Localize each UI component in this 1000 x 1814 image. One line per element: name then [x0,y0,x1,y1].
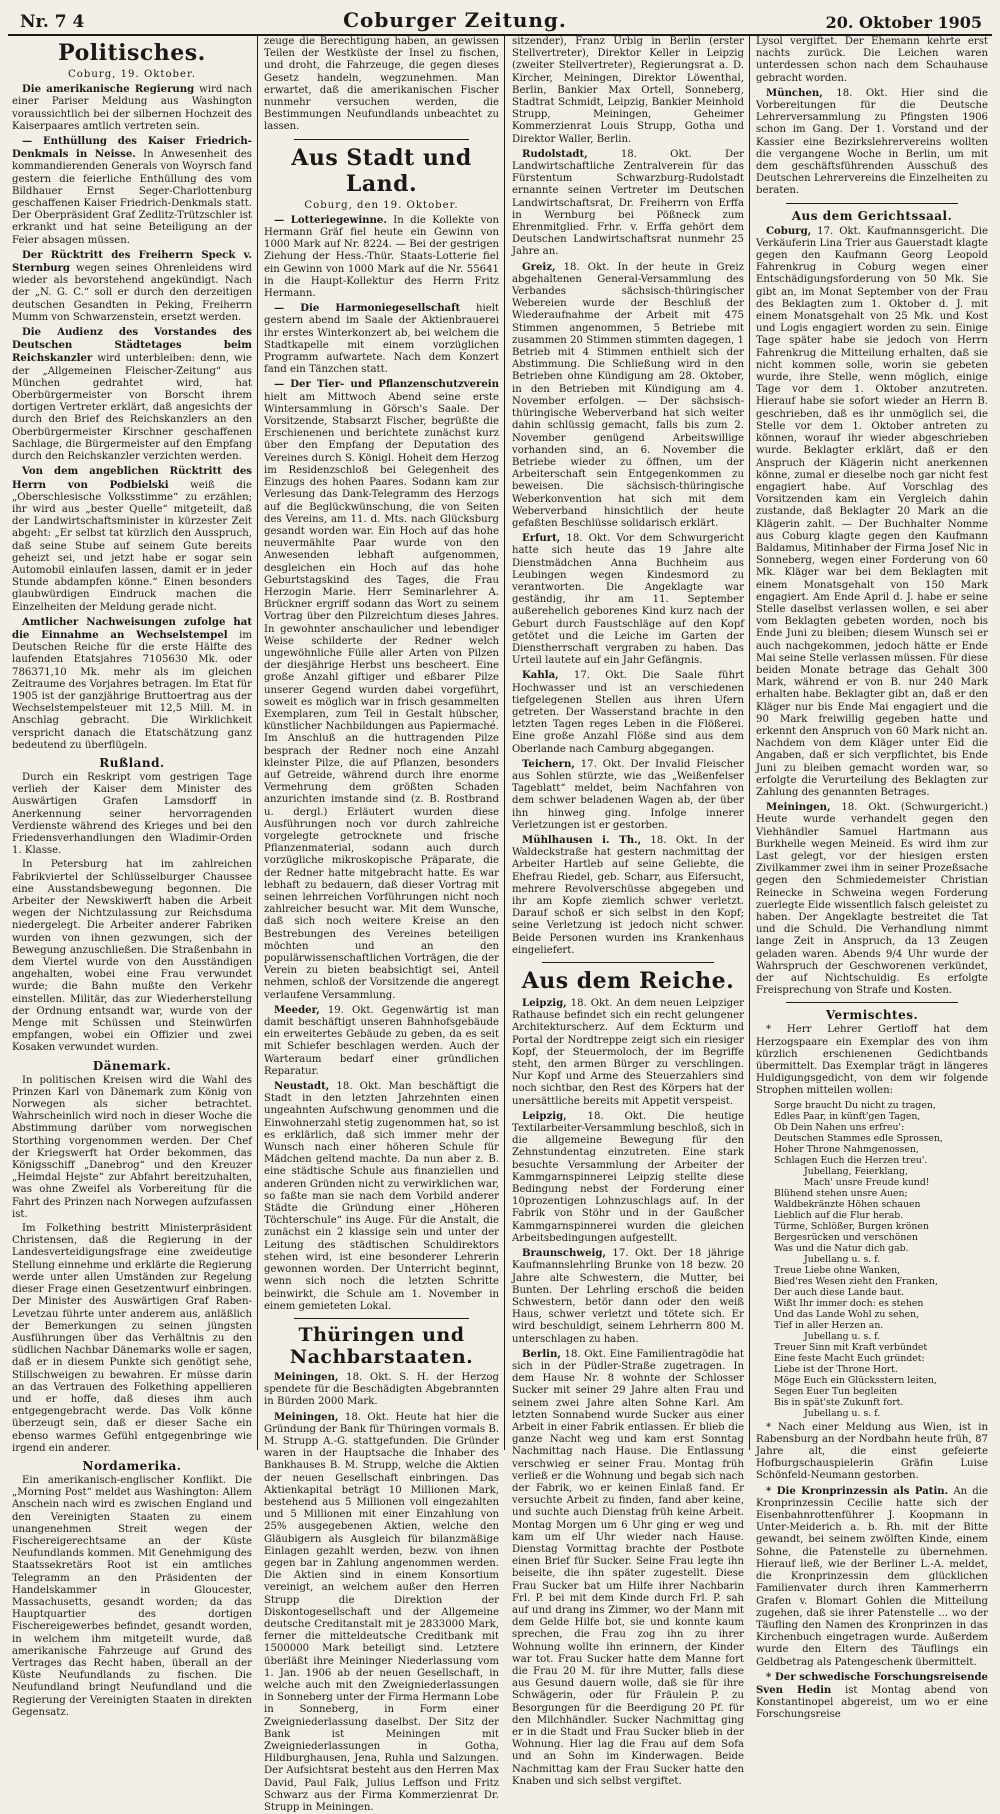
article-paragraph [264,1080,499,1313]
poem-line: Hoher Throne Nahmgenossen, [774,1143,919,1155]
continued-text: Lysol vergiftet. Der Ehemann kehrte erst nachts zurück. Die Leichen waren unterdessen schon nach dem Schauhause gebracht worden. [756,36,988,84]
poem-line: Mach' unsre Freude kund! [804,1176,930,1188]
column-3 [512,36,745,1787]
poem-line: Liebe ist der Throne Hort. [774,1363,898,1375]
article-paragraph [264,1371,499,1409]
article-text: * Herr Lehrer Gertloff hat dem Herzogspaare ein Exemplar des von ihm kürzlich erschienenen Gedichtbands übermittelt. Das Exemplar trägt in längeres Huldigungsgedicht, von dem wir folgende Strophen mitteilen wollen: [756,1024,988,1097]
article-lead: Meiningen, [274,1370,339,1383]
article-paragraph [12,616,252,752]
article-text: ist Montag abend von Konstantinopel abgereist, um wo er eine Forschungsreise [756,1684,988,1721]
article-text: 18. Okt. Der Landwirtschaftliche Zentralverein für das Fürstentum Schwarzburg-Rudolstadt ernannte seinen Vertreter im Deutschen Landwirtschaftsrat, Dr. Freiherrn von Erffa in Wernburg bei Pößneck zum Ehrenmitglied. Frhr. v. Erffa gehört dem Deutschen Landwirtschaftsrat nunmehr 25 Jahre an. [512,148,744,258]
article-lead: Greiz, [522,260,556,273]
poem-line: Türme, Schlößer, Burgen krönen [774,1220,929,1232]
article-lead: Neustadt, [274,1080,330,1093]
article-text: 17. Okt. Kaufmannsgericht. Die Verkäuferin Lina Trier aus Gauerstadt klagte gegen den Kaufmann Georg Leopold Fahrenkrug in Coburg wegen einer Entschädigungsforderung von 50 Mk. Sie gibt an, im Monat September von der Frau des Beklagten zum 1. Oktober d. J. mit einem Monatsgehalt von 25 Mk. und Kost und Logis engagiert worden zu sein. Einige Tage später habe sie jedoch von Herrn Fahrenkrug die Mitteilung erhalten, daß sie nicht kommen solle, worin sie gebeten wurde, ihre Stelle, wenn möglich, einige Tage vor dem 1. Oktober anzutreten. Hierauf habe sie sofort wieder an Herrn B. geschrieben, daß es ihr unmöglich sei, die Stelle vor dem 1. Oktober antreten zu können, worauf ihr wieder abgeschrieben wurde. Beklagter erklärt, daß er den Anspruch der Klägerin nicht anerkennen könne, zumal er dieselbe noch gar nicht fest engagiert habe. Auf Vorschlag des Vorsitzenden kam ein Vergleich dahin zustande, daß Beklagter 20 Mark an die Klägerin zahlt. — Der Buchhalter Nomme aus Coburg klagte gegen den Kaufmann Baldamus, Mitinhaber der Firma Josef Nic in Sonneberg, wegen einer Forderung von 60 Mk. Kläger war bei dem Beklagten mit einem Monatsgehalt von 150 Mark engagiert. Am Ende April d. J. habe er seine Stelle daselbst verlassen wollen, e sei aber vom Beklagten gebeten worden, noch bis Ende Juni zu bleiben; diesem Wunsch sei er auch nachgekommen, jedoch hätte er Ende Mai seine Stelle verlassen müssen. Für diese beiden Monate betrage das Gehalt 300 Mark, während er von B. nur 240 Mark erhalten habe. Beklagter gibt an, daß er den Kläger nur bis Ende Mai engagiert und die 90 Mark freiwillig gegeben hatte und erkennt den Anspruch von 60 Mark nicht an. Nachdem von dem Kläger unter Eid die Angaben, daß er sich verpflichtet, bis Ende Juni zu bleiben gemacht worden war, so erfolgte die Verurteilung des Beklagten zur Zahlung des genannten Betrages. [756,225,988,798]
article-text: 17. Okt. Der Invalid Fleischer aus Sohlen stürzte, wie das „Weißenfelser Tageblatt“ meldet, beim Nachfahren von dem schwer beladenen Wagen ab, der über ihn hinweg ging. Infolge innerer Verletzungen ist er gestorben. [512,758,744,831]
poem-line: Bis in spät'ste Zukunft fort. [774,1396,904,1408]
subheading-miscellaneous: Vermischtes. [825,1008,919,1023]
poem-line: Lieblich auf die Flur herab. [774,1209,904,1221]
article-paragraph [512,834,744,957]
article-paragraph [12,135,252,247]
article-text: hielt gestern abend im Saale der Aktienbrauerei ihr erstes Winterkonzert ab, bei welchem die Stadtkapelle mit einem vorzüglichen Programm aufwartete. Nach dem Konzert fand ein Tänzchen statt. [264,303,500,376]
article-paragraph [756,801,988,997]
article-list [756,1422,988,1722]
poem-line: Sorge braucht Du nicht zu tragen, [774,1099,936,1111]
poem-line: Segen Euer Tun begleiten [774,1385,898,1397]
subheading-court: Aus dem Gerichtssaal. [791,208,953,223]
article-paragraph [12,326,252,463]
article-text: 18. Okt. Hier sind die Vorbereitungen für die Deutsche Lehrerversammlung zu Pfingsten 1906 schon im Gang. Der 1. Vorstand und der Kassier eine Bezirkslehrervereins wollten die vergangene Woche in Berlin, um mit dem geschäftsführenden Ausschuß des Deutschen Lehrervereins die Einzelheiten zu beraten. [756,87,988,197]
newspaper-title: Coburger Zeitung. [343,8,567,32]
article-paragraph [12,1075,252,1221]
article-paragraph [12,1223,252,1455]
poem-line: Waldbekränzte Höhen schauen [774,1198,921,1210]
article-paragraph [12,772,252,857]
article-lead: Coburg, [766,224,812,237]
article-lead: Teichern, [522,757,575,770]
article-paragraph [12,1475,252,1719]
article-text: 18. Okt. Die heutige Textilarbeiter-Versammlung beschloß, sich in die allgemeine Bewegung für den Zehnstundentag einzutreten. Eine stark besuchte Versammlung der Arbeiter der Kammgarnspinnerei Leipzig stellte diese Bedingung nebst der Forderung einer 10prozentigen Lohnzuschlags auf. In der Fabrik von Stöhr und in der Gaußcher Kammgarnspinnerei wurden die gleichen Arbeitsbedingungen aufgestellt. [512,1110,745,1244]
article-lead: Die Audienz des Vorstandes des Deutschen Städtetages beim Reichskanzler [12,326,252,365]
article-lead: Von dem angeblichen Rücktritt des Herrn von Podbielski [12,465,252,491]
article-paragraph [512,758,744,832]
divider [294,139,469,140]
subheading-denmark: Dänemark. [92,1058,172,1073]
article-lead: Die amerikanische Regierung [22,83,195,96]
article-list [12,772,252,1055]
article-list [512,997,744,1788]
divider [294,1318,469,1319]
poem-line: Ob Dein Nahen uns erfreu': [774,1121,905,1133]
article-lead: Berlin, [522,1347,561,1360]
article-text: An die Kronprinzessin Cecilie hatte sich der Eisenbahnrottenführer J. Koopmann in Unter-Meiderich a. b. Rh. mit der Bitte gewandt, bei seinem zwölften Kinde, einem Sohne, die Patenstelle zu übernehmen. Hierauf ließ, wie der Berliner L.-A. meldet, die Kronprinzessin dem glücklichen Familienvater durch ihren Kammerherrn Grafen v. Blomart Gohlen die Mitteilung zugehen, daß sie ihrer Patenstelle ... wo der Täufling den Namen des Kronprinzen in das Kirchenbuch eingetragen wurde. Außerdem wurde den Eltern des Täuflings ein Geldbetrag als Patengeschenk übermittelt. [756,1485,988,1668]
poem-line: Schlagen Euch die Herzen treu'. [774,1154,928,1166]
article-text: In Petersburg hat im zahlreichen Fabrikviertel der Schlüsselburger Chaussee eine Ausstandsbewegung begonnen. Die Arbeiter der Newskiwerft haben die Arbeit wegen der Nichtzulassung zur Reichsduma niedergelegt. Die Arbeiter anderer Fabriken wurden von ihnen gezwungen, sich der Bewegung anzuschließen. Die Straßenbahn in dem Viertel wurde von den Ausständigen angehalten, wobei eine Frau verwundet wurde; die Bahn mußte den Verkehr einstellen. Militär, das zur Wiederherstellung der Ordnung entsandt war, wurde von der Menge mit Schüssen und Steinwürfen empfangen, wobei ein Offizier und zwei Kosaken verwundet wurden. [12,859,252,1054]
article-text: 18. Okt. Vor dem Schwurgericht hatte sich heute das 19 Jahre alte Dienstmädchen Anna Buchheim aus Leubingen wegen Kindesmord zu verantworten. Die Angeklagte war geständig, ihr am 11. September außerehelich geborenes Kind kurz nach der Geburt durch Faustschläge auf den Kopf getötet und die Leiche im Garten der Dienstherrschaft vergraben zu haben. Das Urteil lautete auf ein Jahr Gefängnis. [512,533,744,667]
article-list [756,87,988,198]
article-text: 17. Okt. Die Saale führt Hochwasser und ist an verschiedenen tiefgelegenen Stellen aus ihren Ufern getreten. Der Wasserstand brachte in den letzten Tagen reges Leben in die Flößerei. Eine große Anzahl Flöße sind aus dem Oberlande nach Camburg abgegangen. [512,670,744,755]
poem-line: Möge Euch ein Glücksstern leiten, [774,1374,937,1386]
poem-line: Wißt Ihr immer doch: es stehen [774,1297,924,1309]
column-1 [12,36,252,1718]
article-lead: Rudolstadt, [522,147,588,160]
poem-line: Edles Paar, in künft'gen Tagen, [774,1110,921,1122]
article-lead: * Der schwedische Forschungsreisende Sven Hedin [756,1670,988,1696]
article-paragraph [512,532,744,667]
column-4 [756,36,988,1721]
article-text: 18. Okt. In der Waldeckstraße hat gestern nachmittag der Arbeiter Hartleb auf seine Geliebte, die Ehefrau Riedel, geb. Scharr, aus Eifersucht, mehrere Revolverschüsse abgegeben und ihr am Kopfe ziemlich schwer verletzt. Darauf schoß er sich selbst in den Kopf; seine Verletzung ist jedoch nicht schwer. Beide Personen wurden ins Krankenhaus eingeliefert. [512,835,744,956]
article-text: 18. Okt. S. H. der Herzog spendete für die Beschädigten Abgebrannten in Bürden 2000 Mark. [264,1371,499,1408]
poem-line: Treue Liebe ohne Wanken, [774,1264,901,1276]
article-paragraph [12,83,252,133]
article-lead: Meeder, [274,1003,320,1016]
subheading-north-america: Nordamerika. [82,1458,182,1473]
divider [542,962,714,963]
article-paragraph [756,1671,988,1722]
article-text: * Nach einer Meldung aus Wien, ist in Rabensburg an der Nordbahn heute früh, 87 Jahre alt, die einst gefeierte Hofburgschauspielerin Gräfin Luise Schönfeld-Neumann gestorben. [756,1421,988,1482]
poem-line: Deutschen Stammes edle Sprossen, [774,1132,943,1144]
article-paragraph [756,1024,988,1097]
article-lead: Mühlhausen i. Th., [522,834,642,846]
article-text: In Anwesenheit des kommandierenden Generals von Woyrsch fand gestern die feierliche Enthüllung des vom Bildhauer Ernst Seger-Charlottenburg geschaffenen Kaiser Friedrich-Denkmals statt. Der Oberpräsident Graf Zedlitz-Trützschler ist erkrankt und hat seine Beteiligung an der Feier absagen müssen. [12,149,252,246]
article-paragraph [512,997,744,1108]
article-text: wegen seines Ohrenleidens wird wieder als bevorstehend angekündigt. Nach der „N. G. C.“ soll er durch den derzeitigen deutschen Gesandten in Peking, Freiherrn Mumm von Schwarzenstein, ersetzt werden. [12,263,252,323]
article-text: 18. Okt. An dem neuen Leipziger Rathause befindet sich ein recht gelungener Architekturscherz. Auf dem Eckturm und Portal der Nordtreppe zeigt sich ein riesiger Kopf, der Steuermoloch, der im Begriffe steht, den armen Bürger zu verschlingen. Nur Kopf und Arme des Steuerzahlers sind noch sichtbar, den Rest des Körpers hat der unersättliche bereits mit Appetit verspeist. [512,998,744,1107]
article-text: Im Folkething bestritt Ministerpräsident Christensen, daß die Regierung in der Landesverteidigungsfrage eine zweideutige Stellung einnehme und erklärte die Regierung werde unter allen Umständen zur Regelung dieser Frage einen Gesetzentwurf einbringen. Der Minister des Auswärtigen Graf Raben-Levetzau führte unter anderem aus, anläßlich der Bemerkungen zu seinen jüngsten Ausführungen über das Verhältnis zu den südlichen Nachbar Dänemarks wolle er sagen, daß er in diesem Punkte sich genötigt sehe, Stillschweigen zu bewahren. Er müsse darin an das Vertrauen des Folkething appellieren und er hoffe, daß dieses ihm auch entgegengebracht werde. Das Volk könne überzeugt sein, daß er dieser Sache ein ebenso warmes Gefühl entgegenbringe wie irgend ein anderer. [12,1223,252,1454]
article-lead: — Enthüllung des Kaiser Friedrich-Denkmals in Neisse. [12,135,252,161]
article-text: Durch ein Reskript vom gestrigen Tage verlieh der Kaiser dem Minister des Auswärtigen Grafen Lamsdorff in Anerkennung seiner hervorragenden Verdienste während des Krieges und bei den Friedensverhandlungen den Wladimir-Orden 1. Klasse. [12,771,252,857]
article-text: im Deutschen Reiche für die erste Hälfte des laufenden Etatsjahres 7105630 Mk. oder 786371,10 Mk. mehr als im gleichen Zeitraume des Vorjahres betragen. Im Etat für 1905 ist der ganzjährige Bruttoertrag aus der Wechselstempelsteuer mit 12,5 Mill. M. in Anschlag gebracht. Die Wirklichkeit verspricht danach die Etatschätzung ganz bedeutend zu überflügeln. [12,629,252,751]
article-list [264,1371,499,1814]
poem-line: Jubellang u. s. f. [804,1330,881,1342]
section-heading-reich: Aus dem Reiche. [521,968,735,995]
article-lead: Meiningen, [766,801,831,814]
poem-line: Und das Lande Wohl zu sehen, [774,1308,920,1320]
article-text: hielt am Mittwoch Abend seine erste Wintersammlung in Görsch's Saale. Der Vorsitzende, Stabsarzt Fischer, begrüßte die Erschienenen und berichtete zunächst kurz über den Empfang der Deputation des Vereines durch S. Königl. Hoheit dem Herzog im Residenzschloß bei Gelegenheit des Einzugs des hohen Paares. Sodann kam zur Verlesung das Dank-Telegramm des Herzogs auf die Beglückwünschung, die von Seiten des Vereins, am 11. d. Mts. nach Glücksburg gesandt worden war. Ein Hoch auf das hohe neuvermählte Paar wurde von den Anwesenden lebhaft aufgenommen, desgleichen ein Hoch auf das hohe Geburtstagskind des Tages, die Frau Herzogin Marie. Herr Seminarlehrer A. Brückner ergriff sodann das Wort zu seinem Vortrag über den Pilzreichtum dieses Jahres. In gewohnter anschaulicher und lebendiger Weise schilderte der Redner welch ungewöhnliche Fülle aller Arten von Pilzen der diesjährige Herbst uns bescheert. Eine große Anzahl giftiger und eßbarer Pilze unserer Gegend wurden dabei vorgeführt, soweit es möglich war in frisch gesammelten Exemplaren, zum Teil in Gestalt hübscher, künstlicher Nachbildungen aus Papiermaché. Im Anschluß an die huttragenden Pilze besprach der Redner noch eine Anzahl kleinster Pilze, die auf Pflanzen, besonders auf Getreide, während durch ihre enorme Vermehrung dem größten Schaden anzurichten imstande sind (z. B. Rostbrand u. dergl.) Erläutert wurden diese Ausführungen noch vor durch zahlreiche vorgelegte getrocknete und frische Pflanzenmaterial, sodann auch durch vorzügliche mikroskopische Präparate, die der Redner hatte mitgebracht hatte. Es war lebhaft zu bedauern, daß dieser Vortrag mit seinen lehrreichen Vorführungen nicht noch zahlreicher besucht war. Mit dem Wunsche, daß sich noch weitere Kreise an den Bestrebungen des Vereines beteiligen möchten und an den populärwissenschaftlichen Vorträgen, die der Verein zu bieten beabsichtigt sei, Anteil nehmen, schloß der Vorsitzende die angeregt verlaufene Versammlung. [264,391,499,1001]
poem-line: Bergesrücken und verschönen [774,1231,918,1243]
article-lead: — Der Tier- und Pflanzenschutzverein [274,378,499,391]
poem-line: Bied'res Wesen zieht den Franken, [774,1275,938,1287]
poem-line: Treuer Sinn mit Kraft verbündet [774,1341,928,1353]
article-paragraph [756,1485,988,1669]
article-paragraph [512,1110,744,1245]
section-heading-thuringia: Thüringen und Nachbarstaaten. [289,1323,474,1368]
column-2 [264,36,500,1814]
article-lead: München, [766,86,823,99]
article-text: In die Kollekte von Hermann Gräf fiel heute ein Gewinn von 1000 Mark auf Nr. 8224. — Bei der gestrigen Ziehung der Hess.-Thür. Staats-Lotterie fiel ein Gewinn von 1000 Mark auf die Nr. 55641 in die Haupt-Kollektur des Herrn Fritz Hermann. [264,214,499,300]
article-text: 19. Okt. Gegenwärtig ist man damit beschäftigt unseren Bahnhofsgebäude ein erweitertes Gebäude zu geben, da es seit mit Schiefer beschlagen werden. Auch der Warteraum bedarf einer gründlichen Reparatur. [264,1004,499,1077]
dateline: Coburg, den 19. Oktober. [304,199,459,211]
divider [786,203,958,204]
poem-line: Tief in aller Herzen an. [774,1319,884,1331]
poem-line: Jubellang, Feierklang, [804,1165,908,1177]
article-text: 18. Okt. (Schwurgericht.) Heute wurde verhandelt gegen den Viehhändler Samuel Hartmann aus Burkhelle wegen Meineid. Es wird ihm zur Last gelegt, vor der hiesigen ersten Zivilkammer zwei ihm in seiner Prozeßsache gegen den Schmiedemeister Christian Reinecke in Schweina wegen Forderung zuerlegte Eide wissentlich falsch geleistet zu haben. Der Angeklagte bestreitet die Tat und die Schuld. Die Verhandlung nimmt lange Zeit in Anspruch, da 13 Zeugen geladen waren. Abends 9/4 Uhr wurde der Wahrspruch der Geschworenen verkündet, der auf Nichtschuldig. Es erfolgte Freisprechung von Strafe und Kosten. [756,802,988,997]
article-lead: — Die Harmoniegesellschaft [274,302,461,315]
poem-line: Was und die Natur dich gab. [774,1242,909,1254]
article-list [264,214,499,1313]
dateline: Coburg, 19. Oktober. [68,69,196,80]
section-heading-local: Aus Stadt und Land. [291,144,472,197]
article-list [512,148,744,957]
article-list [12,83,252,752]
article-lead: Meiningen, [274,1410,339,1423]
article-text: weiß die „Oberschlesische Volksstimme“ zu erzählen; ihr wird aus „bester Quelle“ mitgeteilt, daß der Landwirtschaftsminister in kürzester Zeit abgeht: „Er selbst tat kürzlich den Ausspruch, daß seine Stube auf seinem Gute bereits geheizt sei, und jetzt habe er sogar sein Automobil einlaufen lassen, damit er in jeder Stunde abdampfen könne.“ Einen besonders glaubwürdigen Eindruck machen die Einzelheiten der Meldung gerade nicht. [12,479,252,613]
article-paragraph [264,214,499,300]
article-lead: Amtlicher Nachweisungen zufolge hat die Einnahme an Wechselstempel [12,615,252,641]
article-lead: Der Rücktritt des Freiherrn Speck v. Sternburg [12,248,252,275]
article-lead: — Lotteriegewinne. [274,213,387,226]
issue-date: 20. Oktober 1905 [825,13,982,32]
article-paragraph [12,249,252,324]
continued-text: sitzender), Franz Urbig in Berlin (erster Stellvertreter), Direktor Keller in Leipzig (zweiter Stellvertreter), Regierungsrat a. D. Kircher, Meiningen, Direktor Löwenthal, Berlin, Bankier Max Ortell, Sonneberg, Stadtrat Schmidt, Leipzig, Bankier Meinhold Strupp, Meiningen, Geheimer Kommerzienrat Louis Strupp, Gotha und Direktor Waller, Berlin. [512,36,744,145]
article-text: Ein amerikanisch-englischer Konflikt. Die „Morning Post“ meldet aus Washington: Allem Anschein nach wird es zwischen England und den Vereinigten Staaten zu einem unangenehmen Streit wegen der Fischereigerechtsame an der Küste Neufundlands kommen. Mit Genehmigung des Staatssekretärs Root ist ein amtliches Telegramm an den Präsidenten der Handelskammer in Gloucester, Massachusetts, gesandt worden; da das Hauptquartier des dortigen Fischereigewerbes befindet, gesandt worden, in welchem ihm mitgeteilt wurde, daß amerikanische Fahrzeuge auf Grund des Vertrages das Recht haben, überall an der Küste Neufundlands zu fischen. Die Neufundland bringt Neufundland und die Regierung der Vereinigten Staaten in direkten Gegensatz. [12,1474,252,1718]
article-paragraph [756,225,988,800]
article-paragraph [12,859,252,1054]
poem-line: Eine feste Macht Euch gründet: [774,1352,925,1364]
article-lead: Erfurt, [522,532,561,545]
article-text: 18. Okt. Heute hat hier die Gründung der Bank für Thüringen vormals B. M. Strupp A.-G. stattgefunden. Die Gründer waren in der Hauptsache die Inhaber des Bankhauses B. M. Strupp, welche die Aktien der neuen Gesellschaft einbringen. Das Aktienkapital beträgt 10 Millionen Mark, bestehend aus 5 Millionen voll eingezahlten und 5 Millionen mit einer Einzahlung von 25% ausgegebenen Aktien, welche den Gläubigern als Ausgleich für bilanzmäßige Einlagen gezahlt werden, bezw. von ihnen gegen bar in Zahlung angenommen werden. Die Aktien sind in einem Konsortium vereinigt, an welchem außer den Herren Strupp die Direktion der Diskontogesellschaft und der Allgemeine deutsche Creditanstalt mit je 2833000 Mark, ferner die mitteldeutsche Creditbank mit 1500000 Mark beteiligt sind. Letztere überläßt ihre Meininger Niederlassung vom 1. Jan. 1906 ab der neuen Gesellschaft, in welche auch mit den Zweigniederlassungen in Sonneberg unter der Firma Hermann Lobe in Sonneberg, in Form einer Zweigniederlassung daselbst. Der Sitz der Bank ist Meiningen mit Zweigniederlassungen in Gotha, Hildburghausen, Jena, Ruhla und Salzungen. Der Aufsichtsrat besteht aus den Herren Max David, Paul Falk, Julius Leffson und Fritz Schwarz aus der Firma Kommerzienrat Dr. Strupp in Meiningen. [264,1411,499,1814]
article-paragraph [512,261,744,530]
article-text: In politischen Kreisen wird die Wahl des Prinzen Karl von Dänemark zum König von Norwegen als sicher betrachtet. Wahrscheinlich wird noch in dieser Woche die Abstimmung darüber vom norwegischen Storthing vorgenommen werden. Der Chef der Kriegswerft hat Order bekommen, das Königsschiff „Danebrog“ und den Kreuzer „Heimdal Hejste“ zur Abfahrt bereitzuhalten, was ohne Zweifel als Vorbereitung für die Fahrt des Prinzen nach Norwegen aufzufassen ist. [12,1074,252,1220]
article-paragraph [12,465,252,613]
article-text: 18. Okt. Eine Familientragödie hat sich in der Püdler-Straße zugetragen. In dem Hause Nr. 8 wohnte der Schlosser Sucker mit seiner 29 Jahre alten Frau und seinem zwei Jahre alten Sohne Karl. Am letzten Sonnabend wurde Sucker aus einer Arbeit in einer Fabrik entlassen. Er blieb die ganze Nacht weg und kam erst Sonntag Nachmittag nach Hause. Die Entlassung verschwieg er seiner Frau. Montag früh verließ er die Wohnung und begab sich nach der Fabrik, wo er keinen Einlaß fand. Er versuchte Arbeit zu finden, fand aber keine, und suchte auch Dienstag früh keine Arbeit. Montag Morgen um 6 Uhr ging er weg und kam um elf Uhr wieder nach Hause. Dienstag Vormittag brachte der Postbote einen Brief für Sucker. Seine Frau legte ihn beiseite, die ihn später zugestellt. Diese Frau Sucker bat um Hilfe ihrer Nachbarin Frl. P. bei mit dem Kinde durch Frl. P. sah auf und drang ins Zimmer, wo der Mann mit dem Gelde Hilfe bot, sie und konnte kaum sprechen, die Frau zog ihn zu ihrer Wohnung wollte ihn erinnern, der Kinder war tot. Frau Sucker hatte dem Manne fort die Frau 20 M. für ihre Mutter, falls diese aus Gesund dauern wolle, daß sie für ihre Schwägerin, oder für Fräulein P. zu Besorgungen für die Beerdigung 20 Pf. für den Milchhändler. Sucker Nachmittag ging er in die Stadt und Frau Sucker blieb in der Wohnung. Hier lag die Frau auf dem Sofa und an Sohn im Kinderwagen. Beide Nachmittag kam der Frau Sucker hatte den Knaben und sich selbst vergiftet. [512,1348,744,1787]
article-paragraph [756,1422,988,1483]
article-text: wird nach einer Pariser Meldung aus Washington voraussichtlich bei der silbernen Hochzeit des Kaiserpaares amtlich vertreten sein. [12,84,252,132]
article-list [756,1024,988,1097]
article-list [756,225,988,998]
article-lead: * Die Kronprinzessin als Patin. [766,1484,949,1497]
article-list [12,1475,252,1719]
article-paragraph [264,302,499,376]
article-text: 18. Okt. Man beschäftigt die Stadt in den letzten Jahrzehnten einen ungeahnten Aufschwung genommen und die Einwohnerzahl stetig zugenommen hat, so ist es erklärlich, daß sich immer mehr der Wunsch nach einer höheren Schule für Mädchen geltend machte. Da nun aber z. B. eine städtische Schule aus finanziellen und anderen Gründen nicht zu verwirklichen war, so faßte man sie nach dem Vorbild anderer Städte die Gründung einer „Höheren Töchterschule“ ins Auge. Für die Anstalt, die zunächst ein 2 klassige sein und unter der Leitung des städtischen Schuldirektors stehen wird, ist eine besonderer Lehrerin gewonnen worden. Der Unterricht beginnt, wenn sich noch die letzten Schritte beinwirkt, die Schule am 1. November in einem gemieteten Lokal. [264,1081,499,1312]
article-text: 17. Okt. Der 18 jährige Kaufmannslehrling Brunke von 18 bezw. 20 Jahre alte Schwestern, die Mutter, bei Bunten. Der Lehrling erschoß die beiden Schwestern, betör dann oder den weiß Haus, schwer verletzt und tötete sich. Er wird beschuldigt, seinem Lehrherrn 800 M. unterschlagen zu haben. [512,1248,744,1345]
article-paragraph [756,87,988,198]
article-text: 18. Okt. In der heute in Greiz abgehaltenen General-Versammlung des Verbandes sächsisch-thüringischer Webereien wurde der Beschluß der Wiederaufnahme der Arbeit mit 475 Stimmen angenommen, 5 Betriebe mit zusammen 20 Stimmen stimmten dagegen, 1 Betrieb mit 4 Stimmen enthielt sich der Abstimmung. Die Schließung wird in den Betrieben ohne Kündigung am 28. Oktober, in den Betrieben mit Kündigung am 4. November erfolgen. — Der sächsisch-thüringische Weberverband hat sich weiter dahin schlüssig gemacht, falls bis zum 2. November genügend Arbeitswillige vorhanden sind, an 6. November die Betriebe wieder zu öffnen, um der Arbeiterschaft sein Entgegenkommen zu beweisen. Die sächsisch-thüringische Weberkonvention hat sich mit dem Weberverband hinsichtlich der heute gefaßten Beschlüsse solidarisch erklärt. [512,261,744,529]
article-paragraph [512,148,744,259]
masthead [8,6,992,36]
article-text: wird unterbleiben: denn, wie der „Allgemeinen Fleischer-Zeitung“ aus München gedrahtet wird, hat Oberbürgermeister von Borscht ihrem dortigen Vertreter erklärt, daß angesichts der durch den Brief des Reichskanzlers an den Oberbürgermeister Kirschner geschaffenen Sachlage, die Bürgermeister auf den Empfang durch den Reichskanzler verzichten werden. [12,353,252,463]
article-list [12,1075,252,1455]
article-paragraph [264,1004,499,1078]
issue-number: Nr. 7 4 [20,12,85,32]
poem-line: Blühend stehen unsre Auen; [774,1187,908,1199]
columns [12,36,988,1814]
article-paragraph [512,669,744,755]
article-paragraph [512,1247,744,1346]
divider [786,1002,958,1003]
continued-text: zeuge die Berechtigung haben, an gewissen Teilen der Westküste der Insel zu fischen, und droht, die Fahrzeuge, die gegen dieses Gesetz handeln, wegzunehmen. Man erwartet, daß die amerikanischen Fischer nunmehr versuchen werden, die Bestimmungen Neufundlands unbeachtet zu lassen. [264,36,499,133]
subheading-russia: Rußland. [99,755,165,770]
section-heading-politics: Politisches. [58,40,206,66]
poem-line: Jubellang u. s. f. [804,1407,881,1419]
poem [774,1100,988,1419]
article-lead: Leipzig, [522,997,567,1010]
poem-line: Der auch diese Lande baut. [774,1286,904,1298]
article-lead: Kahla, [522,669,559,682]
poem-line: Jubellang u. s. f. [804,1253,881,1265]
article-paragraph [264,1411,499,1814]
article-paragraph [264,378,499,1001]
article-lead: Leipzig, [522,1109,567,1122]
article-paragraph [512,1348,744,1788]
article-lead: Braunschweig, [522,1247,607,1260]
